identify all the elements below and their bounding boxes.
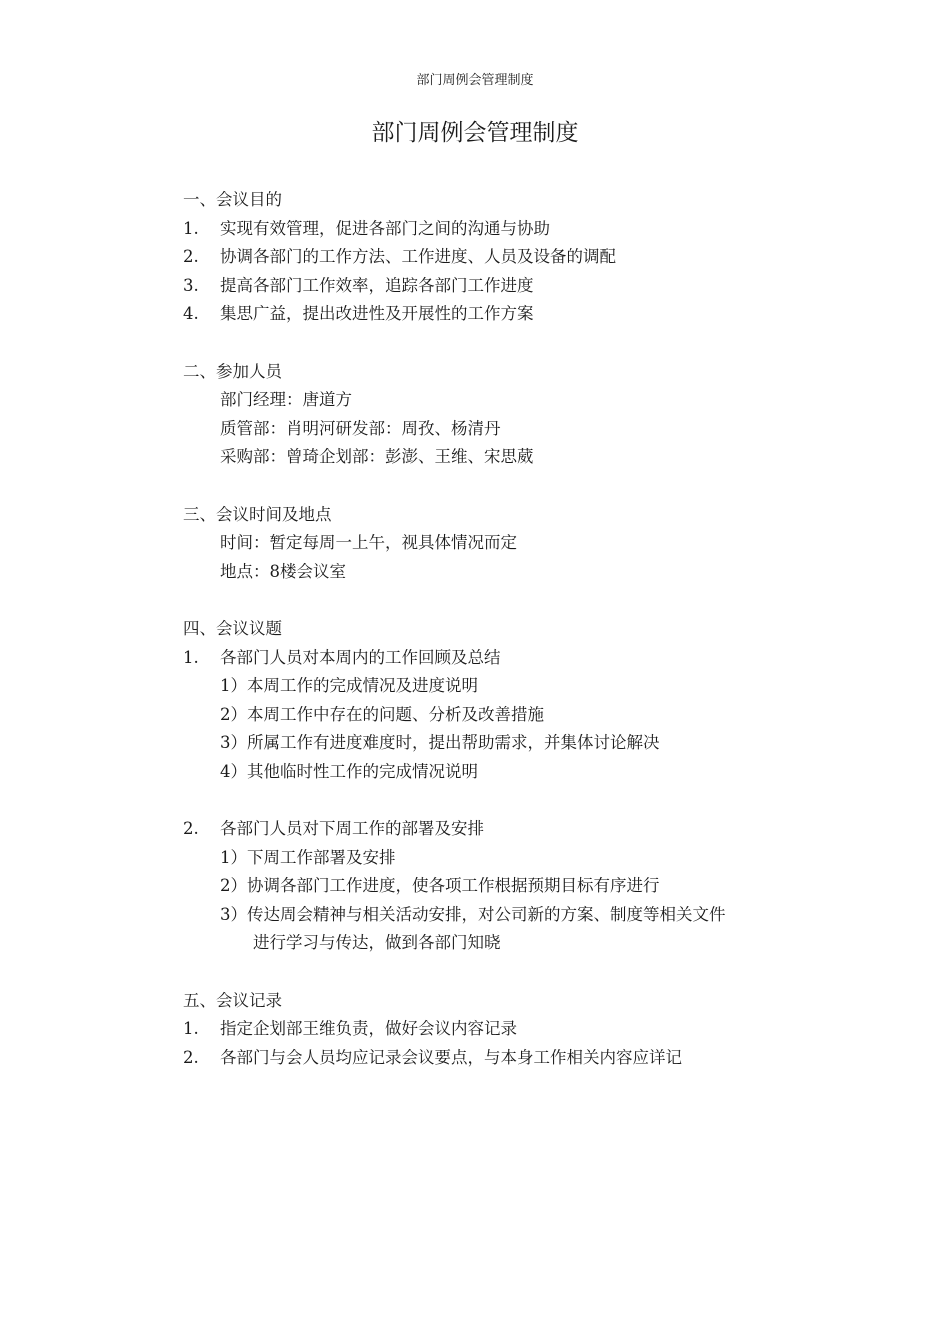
list-number: 2. bbox=[183, 247, 199, 267]
list-item bbox=[183, 300, 823, 329]
section-heading-purpose: 一、会议目的 bbox=[183, 190, 282, 209]
list-text: 提高各部门工作效率，追踪各部门工作进度 bbox=[220, 275, 534, 295]
list-item bbox=[183, 243, 823, 272]
meeting-time: 时间：暂定每周一上午，视具体情况而定 bbox=[220, 533, 517, 553]
list-item bbox=[183, 644, 823, 673]
list-number: 2. bbox=[183, 1047, 199, 1067]
sub-item: 3）传达周会精神与相关活动安排，对公司新的方案、制度等相关文件 bbox=[220, 904, 726, 924]
section-heading-records: 五、会议记录 bbox=[183, 990, 282, 1010]
list-item bbox=[183, 215, 823, 244]
spacer bbox=[183, 958, 823, 987]
list-text: 集思广益，提出改进性及开展性的工作方案 bbox=[220, 304, 534, 324]
sub-item: 1）下周工作部署及安排 bbox=[220, 847, 396, 867]
list-item bbox=[183, 1044, 823, 1073]
attendee-line: 质管部：肖明河研发部：周孜、杨清丹 bbox=[220, 418, 501, 438]
section-heading-topics: 四、会议议题 bbox=[183, 618, 282, 638]
meeting-place: 地点：8楼会议室 bbox=[220, 561, 346, 581]
list-item bbox=[183, 815, 823, 844]
sub-item: 1）本周工作的完成情况及进度说明 bbox=[220, 676, 478, 696]
sub-item: 2）本周工作中存在的问题、分析及改善措施 bbox=[220, 704, 544, 724]
list-item bbox=[183, 1015, 823, 1044]
sub-item: 3）所属工作有进度难度时，提出帮助需求，并集体讨论解决 bbox=[220, 733, 660, 753]
list-number: 2. bbox=[183, 819, 199, 839]
list-item bbox=[183, 272, 823, 301]
spacer bbox=[183, 786, 823, 815]
attendee-line: 部门经理：唐道方 bbox=[220, 390, 352, 410]
list-text: 各部门人员对本周内的工作回顾及总结 bbox=[220, 647, 501, 667]
spacer bbox=[183, 586, 823, 615]
spacer bbox=[183, 329, 823, 358]
sub-item: 4）其他临时性工作的完成情况说明 bbox=[220, 761, 478, 781]
sub-item: 2）协调各部门工作进度，使各项工作根据预期目标有序进行 bbox=[220, 876, 660, 896]
attendee-line: 采购部：曾琦企划部：彭澎、王维、宋思葳 bbox=[220, 447, 534, 467]
spacer bbox=[183, 472, 823, 501]
list-number: 1. bbox=[183, 1019, 199, 1039]
page-header: 部门周例会管理制度 bbox=[416, 73, 534, 88]
list-text: 指定企划部王维负责，做好会议内容记录 bbox=[220, 1019, 517, 1039]
list-number: 3. bbox=[183, 275, 199, 295]
section-heading-attendees: 二、参加人员 bbox=[183, 361, 282, 381]
document-title: 部门周例会管理制度 bbox=[371, 120, 579, 146]
list-number: 1. bbox=[183, 218, 199, 238]
list-text: 实现有效管理，促进各部门之间的沟通与协助 bbox=[220, 218, 550, 238]
section-heading-time-place: 三、会议时间及地点 bbox=[183, 504, 332, 524]
list-text: 各部门人员对下周工作的部署及安排 bbox=[220, 819, 484, 839]
list-number: 4. bbox=[183, 304, 199, 324]
document-body bbox=[183, 186, 823, 1072]
list-text: 各部门与会人员均应记录会议要点，与本身工作相关内容应详记 bbox=[220, 1047, 682, 1067]
list-number: 1. bbox=[183, 647, 199, 667]
list-text: 协调各部门的工作方法、工作进度、人员及设备的调配 bbox=[220, 247, 616, 267]
sub-item-continuation: 进行学习与传达，做到各部门知晓 bbox=[253, 933, 501, 953]
